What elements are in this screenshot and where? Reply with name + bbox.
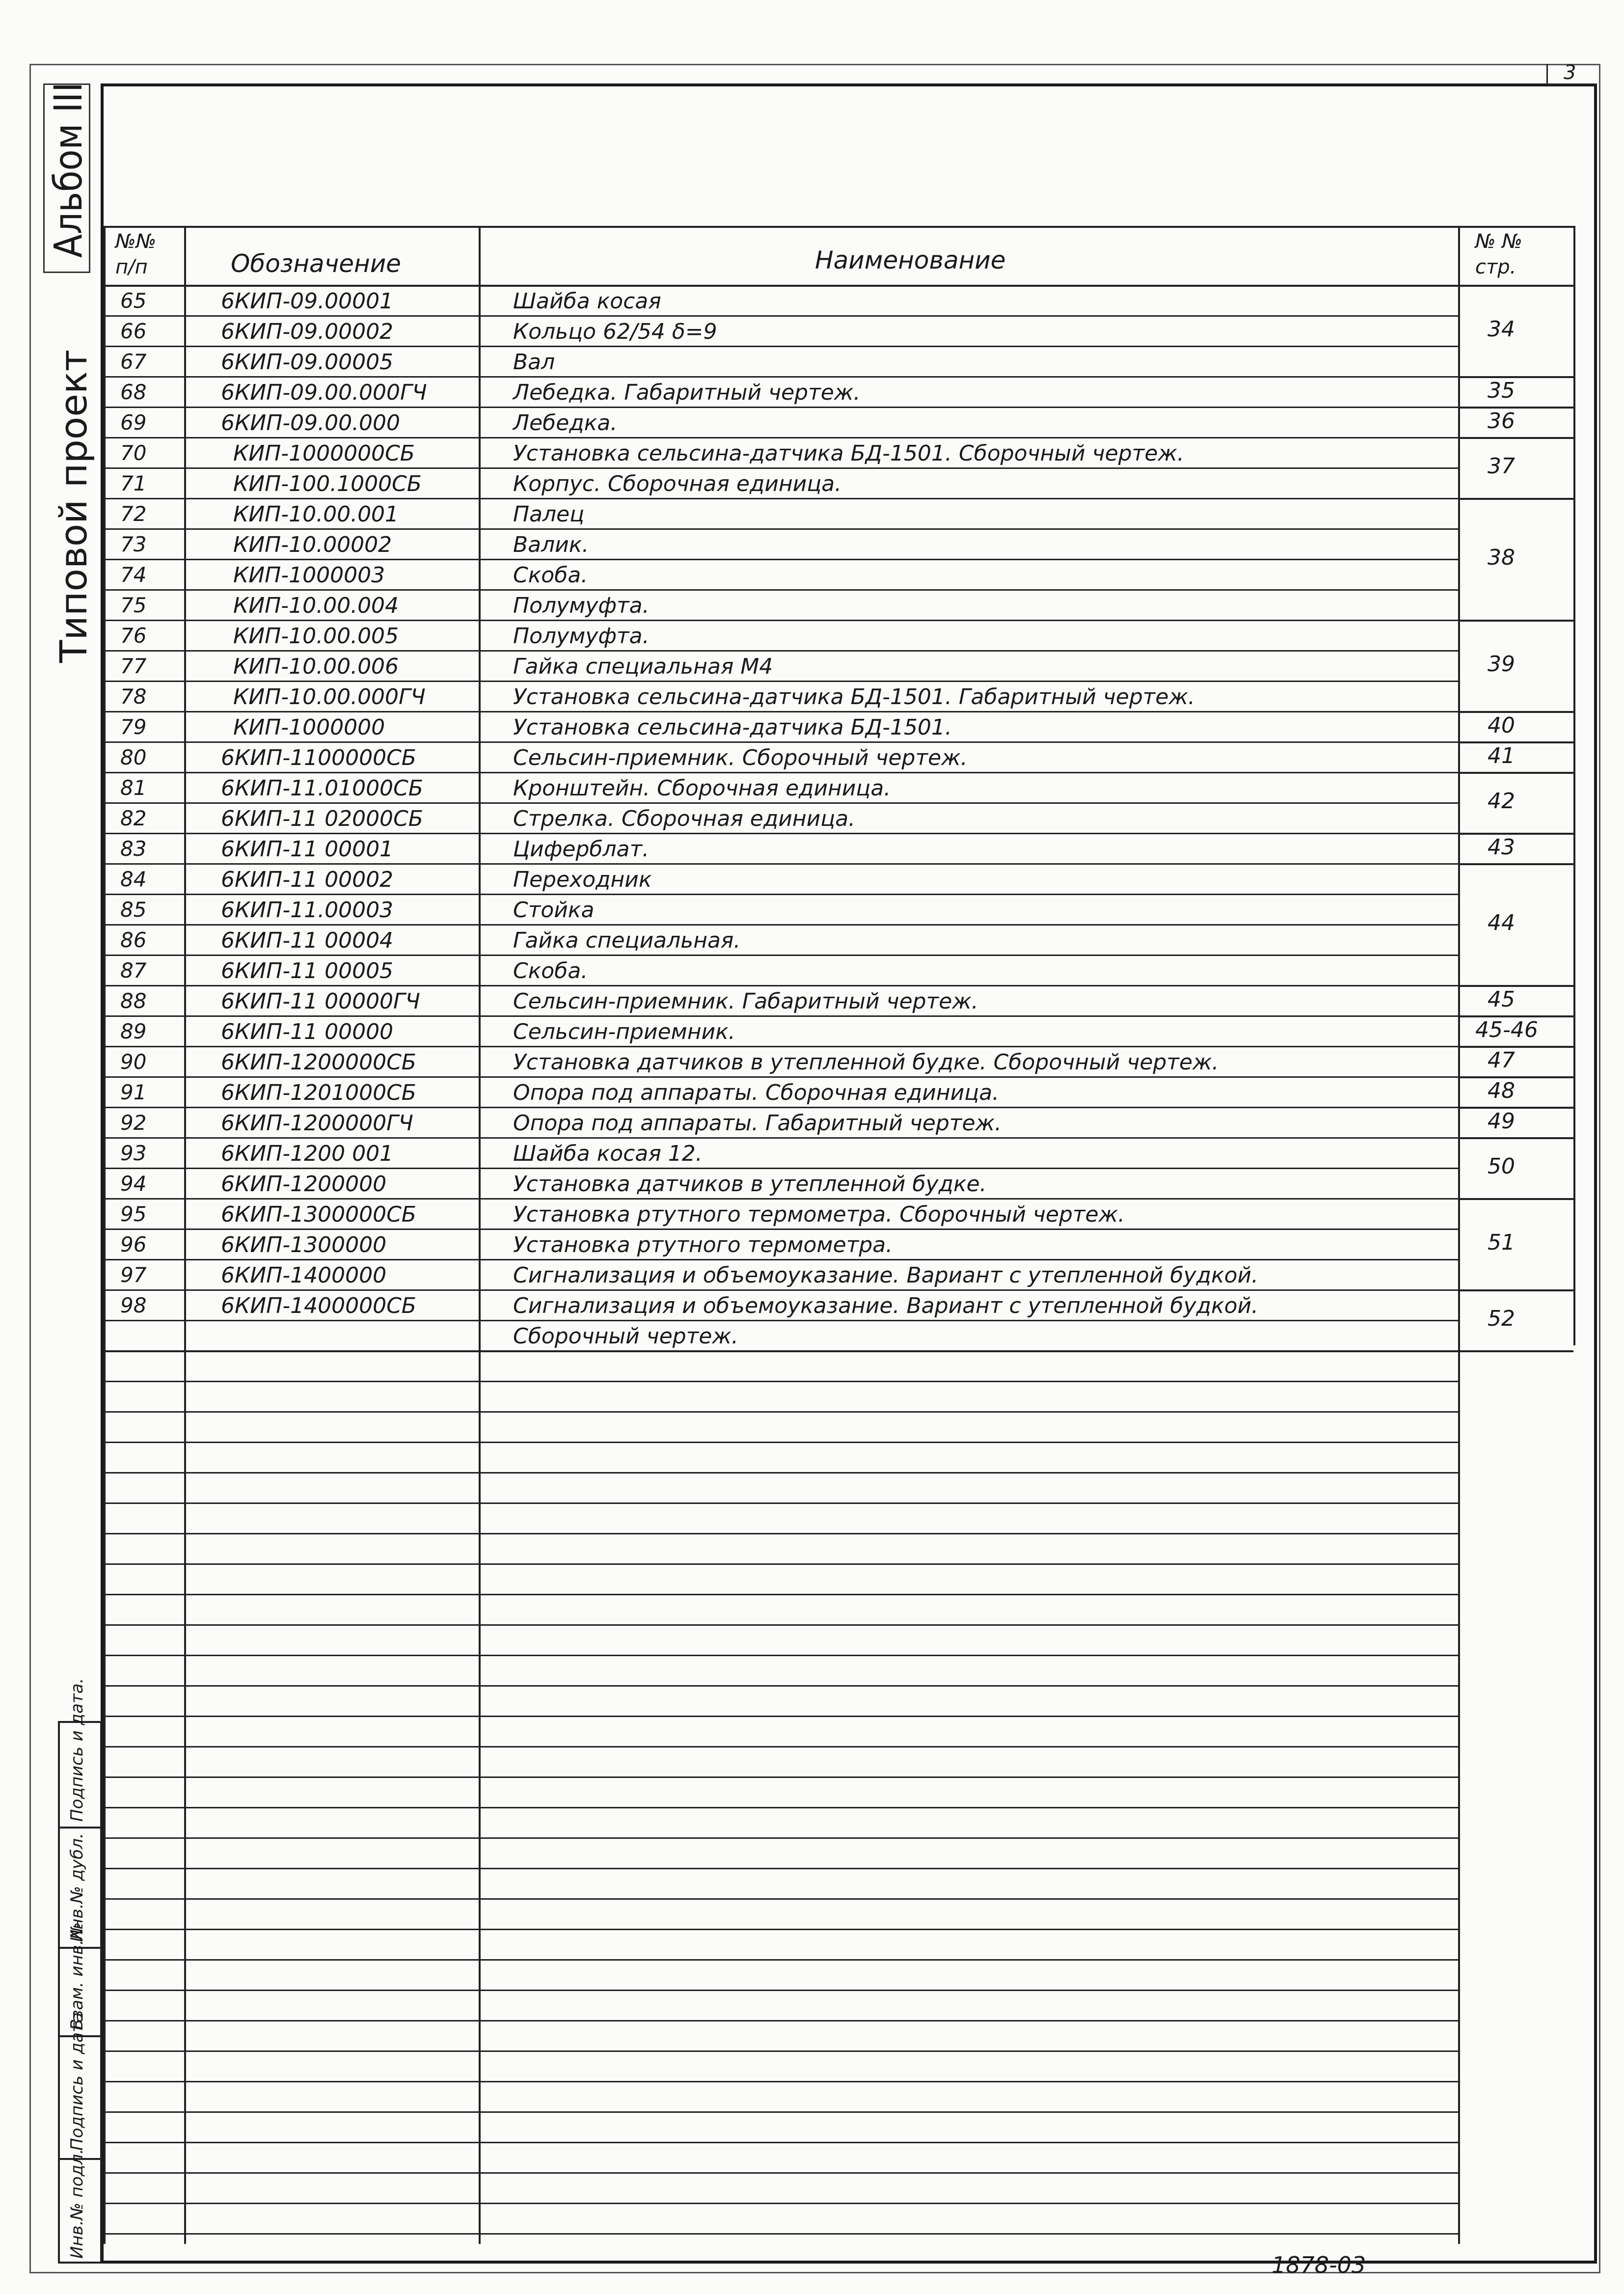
- row-number: 95: [120, 1202, 147, 1226]
- row-number: 71: [120, 471, 147, 495]
- blank-row-line: [106, 2142, 1458, 2143]
- row-number: 68: [120, 380, 147, 404]
- row-name: Опора под аппараты. Габаритный чертеж.: [513, 1111, 1002, 1136]
- blank-row-line: [106, 1472, 1458, 1474]
- blank-row-line: [106, 1594, 1458, 1595]
- stamp-original-inv: Инв.№ подл.: [67, 2149, 87, 2259]
- row-designation: 6КИП-1400000: [221, 1263, 387, 1288]
- row-number: 77: [120, 654, 147, 678]
- row-name: Сигнализация и объемоуказание. Вариант с утепленной будкой.: [513, 1263, 1259, 1288]
- row-number: 92: [120, 1111, 147, 1135]
- row-name: Установка сельсина-датчика БД-1501. Сборочный чертеж.: [513, 441, 1185, 466]
- row-divider: [106, 650, 1458, 652]
- row-divider: [106, 1076, 1458, 1078]
- blank-row-line: [106, 1807, 1458, 1808]
- row-number: 67: [120, 350, 147, 374]
- header-num: №№ п/п: [115, 230, 157, 278]
- row-divider: [106, 863, 1458, 865]
- row-designation: 6КИП-11 00005: [221, 958, 394, 983]
- row-number: 96: [120, 1232, 147, 1256]
- page-ref: 40: [1488, 713, 1515, 738]
- page-ref: 44: [1488, 910, 1515, 935]
- row-name: Полумуфта.: [513, 593, 650, 618]
- page-ref: 39: [1488, 652, 1515, 677]
- blank-row-line: [106, 2111, 1458, 2113]
- row-designation: КИП-10.00.005: [233, 624, 399, 649]
- row-divider: [106, 1198, 1458, 1200]
- row-designation: 6КИП-11 00000ГЧ: [221, 989, 420, 1014]
- row-name: Сборочный чертеж.: [513, 1324, 739, 1349]
- sheet-number: 3: [1564, 61, 1576, 84]
- row-name: Кольцо 62/54 δ=9: [513, 319, 717, 344]
- blank-row-line: [106, 1990, 1458, 1991]
- row-name: Валик.: [513, 532, 589, 557]
- row-divider: [106, 741, 1458, 743]
- page-divider: [1458, 985, 1573, 987]
- row-name: Установка ртутного термометра.: [513, 1232, 893, 1257]
- blank-row-line: [106, 1411, 1458, 1413]
- stamp-sign-date-1: Подпись и дата: [67, 2012, 87, 2151]
- page-divider: [1458, 833, 1573, 835]
- row-number: 93: [120, 1141, 147, 1165]
- row-name: Шайба косая 12.: [513, 1141, 703, 1166]
- row-name: Палец: [513, 502, 585, 527]
- row-designation: 6КИП-09.00.000ГЧ: [221, 380, 427, 405]
- stamp-replace-inv: Взам. инв.№: [67, 1922, 87, 2030]
- row-divider: [106, 1015, 1458, 1017]
- row-designation: 6КИП-11 02000СБ: [221, 806, 423, 831]
- row-designation: 6КИП-1200 001: [221, 1141, 394, 1166]
- row-designation: 6КИП-11.01000СБ: [221, 776, 423, 801]
- row-number: 90: [120, 1050, 147, 1074]
- blank-row-line: [106, 1959, 1458, 1961]
- drawing-code: 1878-03: [1272, 2252, 1366, 2278]
- page-ref: 42: [1488, 789, 1515, 814]
- blank-row-line: [106, 1381, 1458, 1382]
- row-number: 87: [120, 958, 147, 983]
- page-ref: 34: [1488, 317, 1515, 342]
- row-name: Установка датчиков в утепленной будке. Сборочный чертеж.: [513, 1050, 1219, 1075]
- row-number: 78: [120, 684, 147, 709]
- page-divider: [1458, 711, 1573, 713]
- row-divider: [106, 407, 1458, 408]
- row-divider: [106, 376, 1458, 378]
- row-number: 73: [120, 532, 147, 556]
- row-divider: [106, 1320, 1458, 1321]
- row-designation: 6КИП-1300000СБ: [221, 1202, 416, 1227]
- page-divider: [1458, 772, 1573, 774]
- row-designation: 6КИП-1200000СБ: [221, 1050, 416, 1075]
- row-divider: [106, 1107, 1458, 1108]
- page-divider: [1458, 1107, 1573, 1109]
- blank-row-line: [106, 1442, 1458, 1443]
- row-designation: КИП-10.00002: [233, 532, 392, 557]
- row-number: 72: [120, 502, 147, 526]
- row-divider: [106, 833, 1458, 834]
- row-name: Скоба.: [513, 958, 588, 983]
- row-name: Лебедка. Габаритный чертеж.: [513, 380, 861, 405]
- row-designation: 6КИП-11.00003: [221, 898, 394, 923]
- page-ref: 51: [1488, 1230, 1515, 1255]
- row-number: 94: [120, 1172, 147, 1196]
- row-number: 69: [120, 410, 147, 435]
- page-ref: 38: [1488, 545, 1515, 570]
- row-number: 82: [120, 806, 147, 830]
- page-ref: 47: [1488, 1048, 1515, 1073]
- blank-row-line: [106, 1655, 1458, 1656]
- row-divider: [106, 559, 1458, 560]
- row-name: Гайка специальная М4: [513, 654, 773, 679]
- row-designation: КИП-1000000: [233, 715, 385, 740]
- row-name: Циферблат.: [513, 837, 650, 862]
- row-name: Установка сельсина-датчика БД-1501. Габаритный чертеж.: [513, 684, 1195, 710]
- blank-row-line: [106, 1929, 1458, 1930]
- row-designation: КИП-1000003: [233, 563, 385, 588]
- row-name: Сигнализация и объемоуказание. Вариант с утепленной будкой.: [513, 1293, 1259, 1318]
- row-divider: [106, 1259, 1458, 1260]
- page-divider: [1458, 437, 1573, 439]
- row-divider: [106, 955, 1458, 956]
- blank-row-line: [106, 1533, 1458, 1534]
- blank-row-line: [106, 1624, 1458, 1626]
- row-name: Сельсин-приемник.: [513, 1019, 735, 1044]
- row-number: 84: [120, 867, 147, 891]
- row-number: 75: [120, 593, 147, 617]
- blank-row-line: [106, 2081, 1458, 2082]
- row-designation: 6КИП-09.00005: [221, 350, 394, 375]
- row-designation: 6КИП-09.00001: [221, 289, 394, 314]
- row-divider: [106, 620, 1458, 621]
- page-ref: 50: [1488, 1154, 1515, 1179]
- row-divider: [106, 589, 1458, 591]
- row-divider: [106, 467, 1458, 469]
- row-number: 76: [120, 624, 147, 648]
- row-designation: КИП-10.00.004: [233, 593, 399, 618]
- header-pages: № № стр.: [1475, 230, 1522, 278]
- row-name: Опора под аппараты. Сборочная единица.: [513, 1080, 1000, 1105]
- table-content-end: [106, 1350, 1573, 1352]
- row-divider: [106, 1289, 1458, 1291]
- row-number: 97: [120, 1263, 147, 1287]
- row-number: 83: [120, 837, 147, 861]
- row-divider: [106, 894, 1458, 895]
- row-divider: [106, 1137, 1458, 1139]
- row-divider: [106, 985, 1458, 986]
- page-ref: 52: [1488, 1306, 1515, 1331]
- header-designation: Обозначение: [231, 249, 401, 278]
- row-designation: 6КИП-1100000СБ: [221, 745, 416, 770]
- page-divider: [1458, 1137, 1573, 1139]
- page-divider: [1458, 620, 1573, 622]
- row-number: 81: [120, 776, 147, 800]
- blank-row-line: [106, 1776, 1458, 1778]
- page-ref: 37: [1488, 454, 1515, 479]
- row-divider: [106, 1168, 1458, 1169]
- blank-row-line: [106, 1685, 1458, 1687]
- row-designation: 6КИП-1201000СБ: [221, 1080, 416, 1105]
- stamp-sign-date-2: Подпись и дата.: [67, 1678, 87, 1822]
- row-number: 65: [120, 289, 147, 313]
- row-designation: 6КИП-11 00000: [221, 1019, 394, 1044]
- header-name: Наименование: [815, 246, 1006, 274]
- contents-table: [106, 226, 1573, 2244]
- page-divider: [1458, 1046, 1573, 1048]
- row-designation: 6КИП-1300000: [221, 1232, 387, 1257]
- row-name: Стойка: [513, 898, 595, 923]
- page-ref: 45-46: [1475, 1017, 1538, 1042]
- page-ref: 43: [1488, 835, 1515, 860]
- row-number: 86: [120, 928, 147, 952]
- row-name: Сельсин-приемник. Сборочный чертеж.: [513, 745, 968, 770]
- blank-row-line: [106, 1716, 1458, 1717]
- row-number: 98: [120, 1293, 147, 1317]
- row-divider: [106, 1229, 1458, 1230]
- page-ref: 48: [1488, 1078, 1515, 1103]
- blank-row-line: [106, 1502, 1458, 1504]
- row-divider: [106, 772, 1458, 773]
- row-number: 89: [120, 1019, 147, 1043]
- blank-row-line: [106, 1898, 1458, 1900]
- row-divider: [106, 681, 1458, 682]
- page-ref: 36: [1488, 409, 1515, 434]
- row-name: Сельсин-приемник. Габаритный чертеж.: [513, 989, 978, 1014]
- blank-row-line: [106, 1868, 1458, 1869]
- page-ref: 49: [1488, 1109, 1515, 1134]
- row-name: Кронштейн. Сборочная единица.: [513, 776, 891, 801]
- blank-row-line: [106, 2203, 1458, 2204]
- page-divider: [1458, 407, 1573, 409]
- row-designation: 6КИП-09.00002: [221, 319, 394, 344]
- row-name: Стрелка. Сборочная единица.: [513, 806, 856, 831]
- blank-row-line: [106, 2050, 1458, 2052]
- row-designation: КИП-10.00.000ГЧ: [233, 684, 426, 710]
- blank-row-line: [106, 1837, 1458, 1839]
- row-designation: 6КИП-11 00001: [221, 837, 394, 862]
- row-number: 66: [120, 319, 147, 343]
- page-divider: [1458, 1076, 1573, 1078]
- row-designation: КИП-1000000СБ: [233, 441, 415, 466]
- row-name: Установка датчиков в утепленной будке.: [513, 1172, 987, 1197]
- row-designation: 6КИП-1200000ГЧ: [221, 1111, 413, 1136]
- row-divider: [106, 315, 1458, 317]
- project-label: Типовой проект: [52, 349, 95, 663]
- row-number: 91: [120, 1080, 147, 1104]
- row-name: Скоба.: [513, 563, 588, 588]
- page-ref: 35: [1488, 378, 1515, 403]
- row-designation: КИП-100.1000СБ: [233, 471, 422, 496]
- row-number: 79: [120, 715, 147, 739]
- stamp-dup-inv: Инв.№ дубл.: [67, 1833, 87, 1942]
- page-divider: [1458, 1198, 1573, 1200]
- blank-row-line: [106, 2172, 1458, 2174]
- row-divider: [106, 711, 1458, 712]
- row-number: 70: [120, 441, 147, 465]
- row-number: 88: [120, 989, 147, 1013]
- row-name: Переходник: [513, 867, 652, 892]
- page-divider: [1458, 498, 1573, 500]
- row-designation: 6КИП-11 00004: [221, 928, 394, 953]
- row-divider: [106, 802, 1458, 804]
- row-designation: КИП-10.00.001: [233, 502, 399, 527]
- row-name: Полумуфта.: [513, 624, 650, 649]
- row-divider: [106, 1046, 1458, 1047]
- row-name: Установка сельсина-датчика БД-1501.: [513, 715, 952, 740]
- page-ref: 41: [1488, 743, 1515, 768]
- page-divider: [1458, 863, 1573, 865]
- row-divider: [106, 498, 1458, 499]
- row-divider: [106, 437, 1458, 438]
- page-divider: [1458, 741, 1573, 743]
- row-name: Шайба косая: [513, 289, 661, 314]
- row-designation: 6КИП-1400000СБ: [221, 1293, 416, 1318]
- row-name: Корпус. Сборочная единица.: [513, 471, 842, 496]
- row-name: Установка ртутного термометра. Сборочный чертеж.: [513, 1202, 1125, 1227]
- row-designation: КИП-10.00.006: [233, 654, 399, 679]
- row-designation: 6КИП-09.00.000: [221, 410, 401, 436]
- row-name: Гайка специальная.: [513, 928, 741, 953]
- page-ref: 45: [1488, 987, 1515, 1012]
- row-name: Лебедка.: [513, 410, 618, 436]
- row-designation: 6КИП-1200000: [221, 1172, 387, 1197]
- row-divider: [106, 346, 1458, 347]
- page-divider: [1458, 1289, 1573, 1291]
- page-divider: [1458, 376, 1573, 378]
- row-number: 74: [120, 563, 147, 587]
- blank-row-line: [106, 1746, 1458, 1748]
- row-name: Вал: [513, 350, 555, 375]
- row-divider: [106, 528, 1458, 530]
- row-divider: [106, 924, 1458, 926]
- row-number: 80: [120, 745, 147, 769]
- blank-row-line: [106, 1563, 1458, 1565]
- row-number: 85: [120, 898, 147, 922]
- blank-row-line: [106, 2020, 1458, 2021]
- album-box: [43, 83, 90, 273]
- row-designation: 6КИП-11 00002: [221, 867, 394, 892]
- album-label: Альбом III: [47, 82, 91, 258]
- blank-row-line: [106, 2233, 1458, 2235]
